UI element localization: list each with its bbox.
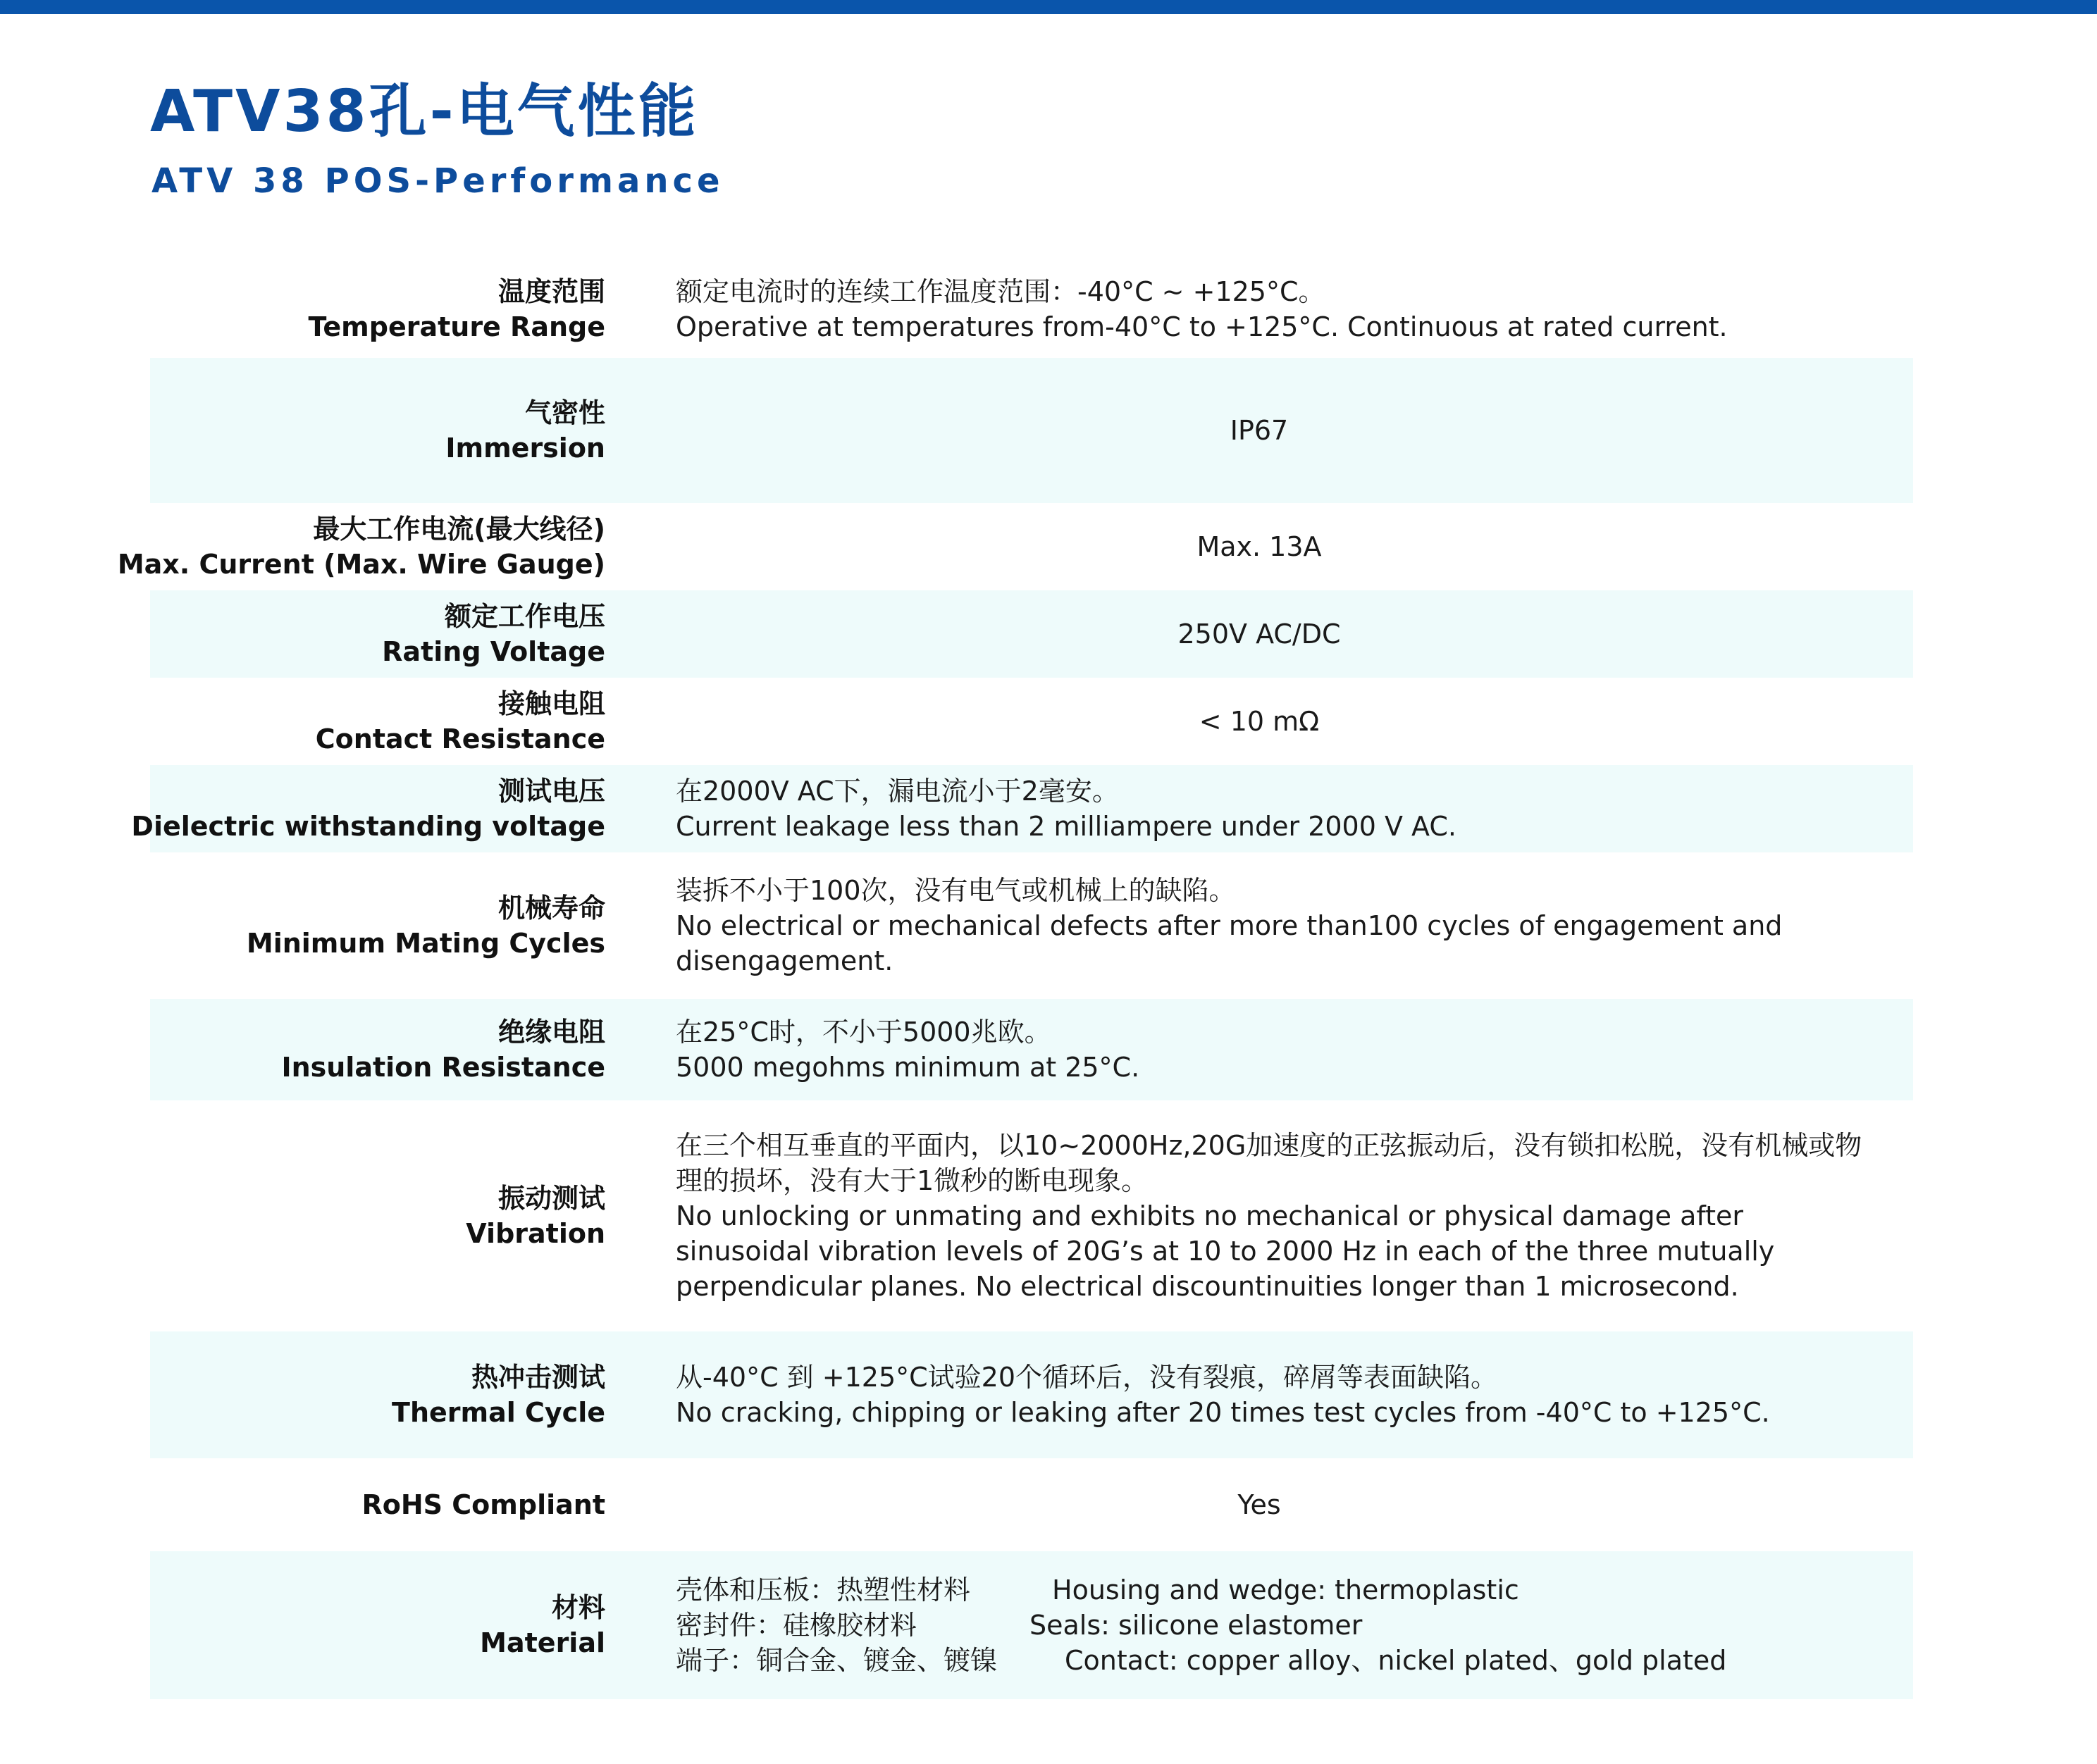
label-zh: 热冲击测试 [471,1362,605,1393]
value-en: No electrical or mechanical defects after more than100 cycles of engagement and [676,910,1783,941]
row-label [150,1551,605,1699]
label-en: Immersion [445,433,605,464]
value-en: 5000 megohms minimum at 25°C. [676,1052,1140,1083]
value-zh: 在三个相互垂直的平面内，以10~2000Hz,20G加速度的正弦振动后，没有锁扣松脱，没有机械或物 [676,1130,1862,1161]
label-zh: 最大工作电流(最大线径) [313,514,605,545]
label-zh: 材料 [551,1592,605,1623]
row-value [605,1458,1913,1551]
material-line [676,1572,1902,1608]
label-zh: 机械寿命 [497,893,605,924]
material-zh: 端子：铜合金、镀金、镀镍 [676,1645,998,1676]
row-value [676,852,1902,999]
label-en: Contact Resistance [315,723,605,754]
row-value [605,503,1913,590]
row-value [605,590,1913,678]
value-en: No unlocking or unmating and exhibits no mechanical or physical damage after [676,1200,1744,1231]
label-en: Max. Current (Max. Wire Gauge) [117,549,605,580]
row-label [150,1458,605,1551]
row-label [150,590,605,678]
table-row [150,590,1913,678]
label-zh: 温度范围 [497,276,605,307]
table-row [131,765,1913,852]
material-en: Housing and wedge: thermoplastic [1052,1574,1519,1605]
value-en: disengagement. [676,945,893,976]
row-value [676,261,1902,358]
row-value [605,678,1913,765]
table-row [150,678,1913,765]
top-accent-bar [0,0,2097,14]
row-value [605,358,1913,503]
table-row [150,1458,1913,1551]
label-en: Vibration [466,1218,605,1249]
table-row [150,1100,1913,1331]
row-label [150,678,605,765]
value-zh: 理的损坏，没有大于1微秒的断电现象。 [676,1165,1149,1196]
label-zh: 绝缘电阻 [497,1017,605,1048]
value-en: sinusoidal vibration levels of 20G’s at 10 to 2000 Hz in each of the three mutually [676,1236,1775,1267]
row-value [676,1100,1902,1331]
value-zh: 在2000V AC下，漏电流小于2毫安。 [676,776,1119,807]
value-zh: 额定电流时的连续工作温度范围：-40°C ~ +125°C。 [676,276,1325,307]
label-zh: 气密性 [524,397,605,428]
value-text: 250V AC/DC [1177,619,1341,650]
value-zh: 从-40°C 到 +125°C试验20个循环后，没有裂痕，碎屑等表面缺陷。 [676,1362,1498,1393]
table-row [150,852,1913,999]
table-row [117,503,1913,590]
label-en: Material [480,1627,605,1658]
label-zh: 振动测试 [497,1183,605,1214]
row-label [150,358,605,503]
row-value [676,999,1902,1100]
label-zh: 测试电压 [497,776,605,807]
value-en: perpendicular planes. No electrical discountinuities longer than 1 microsecond. [676,1271,1739,1302]
value-text: Yes [1237,1489,1281,1520]
label-en: Insulation Resistance [281,1052,605,1083]
material-zh: 密封件：硅橡胶材料 [676,1610,917,1641]
table-row [150,358,1913,503]
label-zh: 额定工作电压 [444,601,605,632]
page-subtitle: ATV 38 POS-Performance [151,161,724,201]
value-text: Max. 13A [1196,531,1322,562]
page-title: ATV38孔-电气性能 [150,78,699,145]
row-value [676,765,1902,852]
material-zh: 壳体和压板：热塑性材料 [676,1574,971,1605]
row-value [676,1551,1902,1699]
material-line [676,1608,1902,1643]
row-label [150,1100,605,1331]
table-row [150,1331,1913,1458]
row-label [150,261,605,358]
material-line [676,1643,1902,1678]
row-label [150,852,605,999]
value-zh: 装拆不小于100次，没有电气或机械上的缺陷。 [676,875,1236,906]
material-en: Seals: silicone elastomer [1029,1610,1363,1641]
table-row [150,1551,1913,1699]
label-en: Rating Voltage [382,636,605,667]
label-en: RoHS Compliant [361,1489,605,1520]
table-row [150,261,1913,358]
row-label [150,999,605,1100]
row-label [117,503,605,590]
row-label [150,1331,605,1458]
value-en: No cracking, chipping or leaking after 20 times test cycles from -40°C to +125°C. [676,1397,1770,1428]
row-value [676,1331,1902,1458]
label-en: Dielectric withstanding voltage [131,811,605,842]
label-en: Thermal Cycle [392,1397,605,1428]
label-en: Temperature Range [308,311,605,342]
label-zh: 接触电阻 [497,688,605,719]
value-en: Operative at temperatures from-40°C to +125°C. Continuous at rated current. [676,311,1728,342]
table-row [150,999,1913,1100]
material-en: Contact: copper alloy、nickel plated、gold plated [1065,1645,1727,1676]
row-label [131,765,605,852]
value-en: Current leakage less than 2 milliampere under 2000 V AC. [676,811,1456,842]
value-zh: 在25°C时，不小于5000兆欧。 [676,1017,1051,1048]
label-en: Minimum Mating Cycles [246,928,605,959]
value-text: < 10 mΩ [1199,706,1320,737]
value-text: IP67 [1230,415,1289,446]
